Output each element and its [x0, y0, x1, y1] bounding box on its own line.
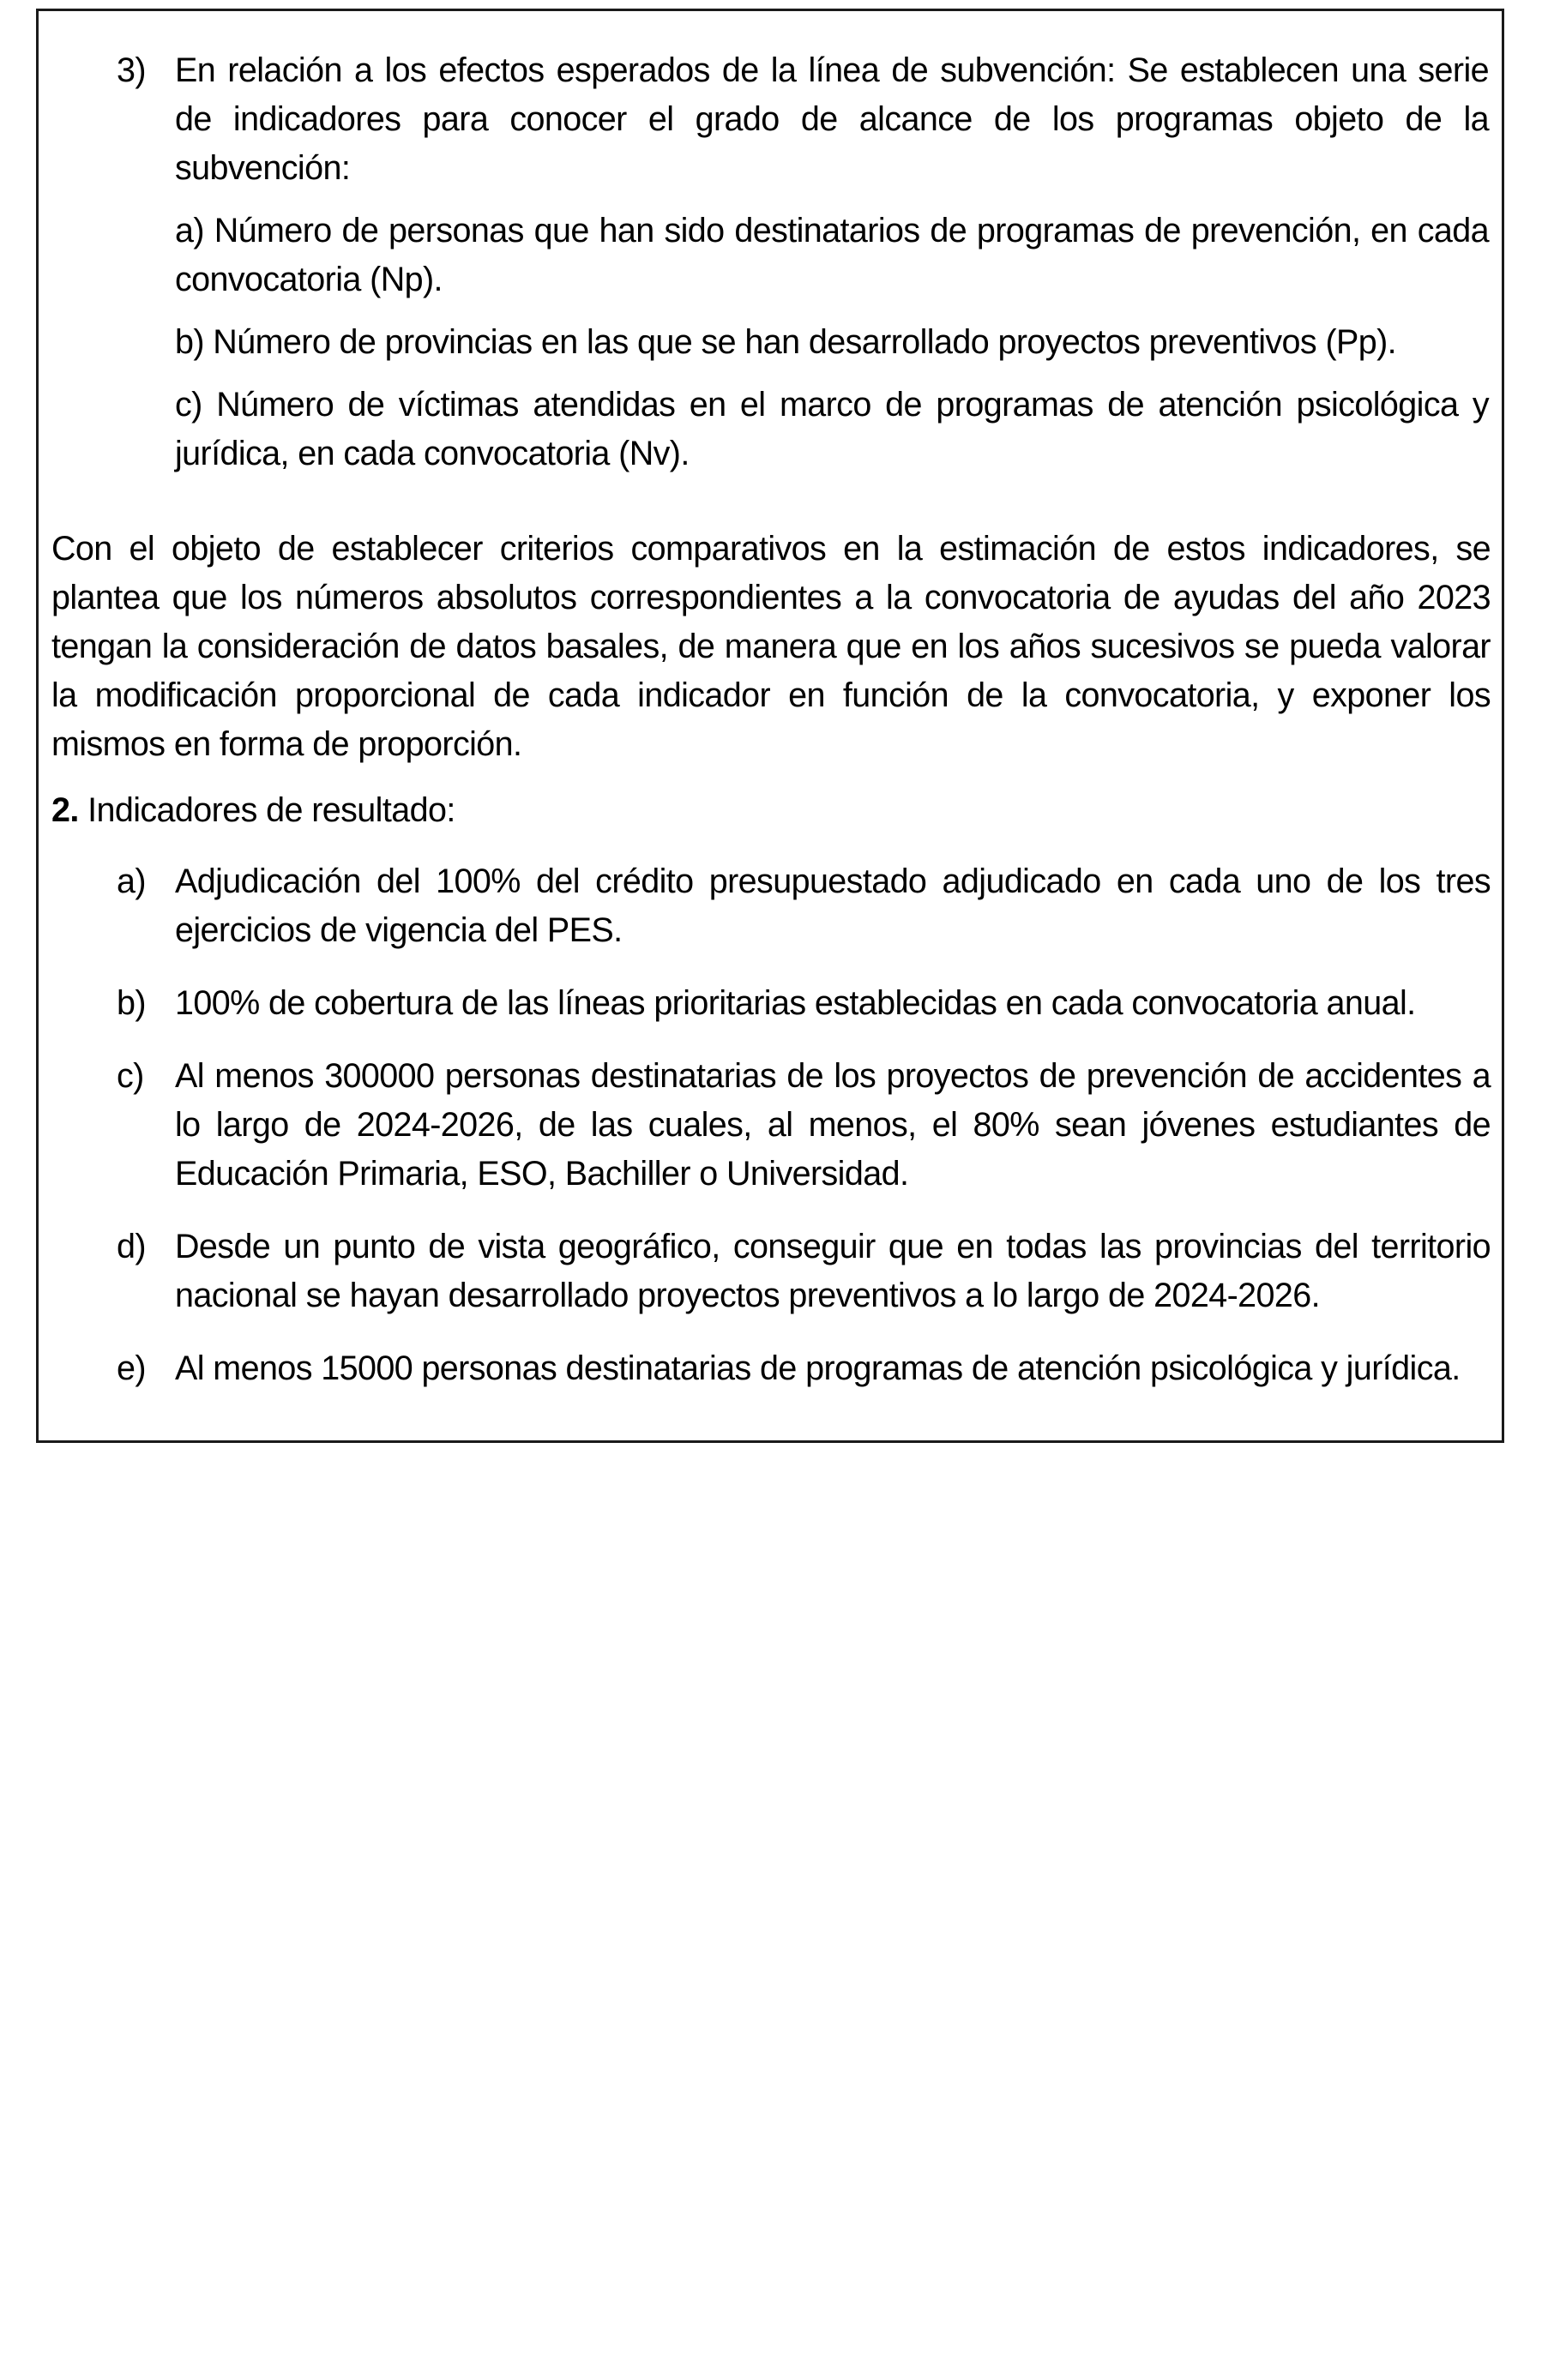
indicator-nv: c) Número de víctimas atendidas en el marco de programas de atención psicológica y jurídica, en cada convocatoria (Nv).: [175, 386, 1489, 472]
indicator-np: a) Número de personas que han sido destinatarios de programas de prevención, en cada convocatoria (Np).: [175, 212, 1489, 298]
list-item-3-text: En relación a los efectos esperados de la línea de subvención: Se establecen una serie de indicadores para conocer el grado de alcance de los programas objeto de la subvención:: [175, 51, 1489, 187]
result-item-e: [117, 1344, 1491, 1393]
results-list: [117, 857, 1491, 1417]
result-marker-e: e): [117, 1349, 146, 1387]
section-heading: [51, 786, 1491, 835]
list-marker-3: 3): [117, 51, 146, 89]
result-item-c: [117, 1052, 1491, 1199]
result-marker-b: b): [117, 984, 146, 1022]
result-text-d: Desde un punto de vista geográfico, conseguir que en todas las provincias del territorio nacional se hayan desarrollado proyectos preventivos a lo largo de 2024-2026.: [175, 1228, 1491, 1314]
section-title: Indicadores de resultado:: [87, 791, 455, 829]
result-text-c: Al menos 300000 personas destinatarias de los proyectos de prevención de accidentes a lo largo de 2024-2026, de las cuales, al menos, el 80% sean jóvenes estudiantes de Educación Primaria, ESO, Bachiller o Universidad.: [175, 1057, 1491, 1193]
result-item-b: [117, 979, 1491, 1028]
result-text-a: Adjudicación del 100% del crédito presupuestado adjudicado en cada uno de los tres ejercicios de vigencia del PES.: [175, 862, 1491, 949]
list-item-3: [117, 46, 1489, 478]
result-item-a: [117, 857, 1491, 955]
result-marker-c: c): [117, 1057, 144, 1095]
result-marker-a: a): [117, 862, 146, 900]
section-number: 2.: [51, 791, 79, 829]
body-paragraph: Con el objeto de establecer criterios comparativos en la estimación de estos indicadores, se plantea que los números absolutos correspondientes a la convocatoria de ayudas del año 2023 tengan la consideración de datos basales, de manera que en los años sucesivos se pueda valorar la modificación proporcional de cada indicador en función de la convocatoria, y exponer los mismos en forma de proporción.: [51, 530, 1491, 763]
result-text-b: 100% de cobertura de las líneas prioritarias establecidas en cada convocatoria anual.: [175, 984, 1416, 1022]
result-item-d: [117, 1223, 1491, 1320]
result-text-e: Al menos 15000 personas destinatarias de programas de atención psicológica y jurídica.: [175, 1349, 1461, 1387]
indicator-pp: b) Número de provincias en las que se han desarrollado proyectos preventivos (Pp).: [175, 323, 1397, 361]
result-marker-d: d): [117, 1228, 146, 1265]
